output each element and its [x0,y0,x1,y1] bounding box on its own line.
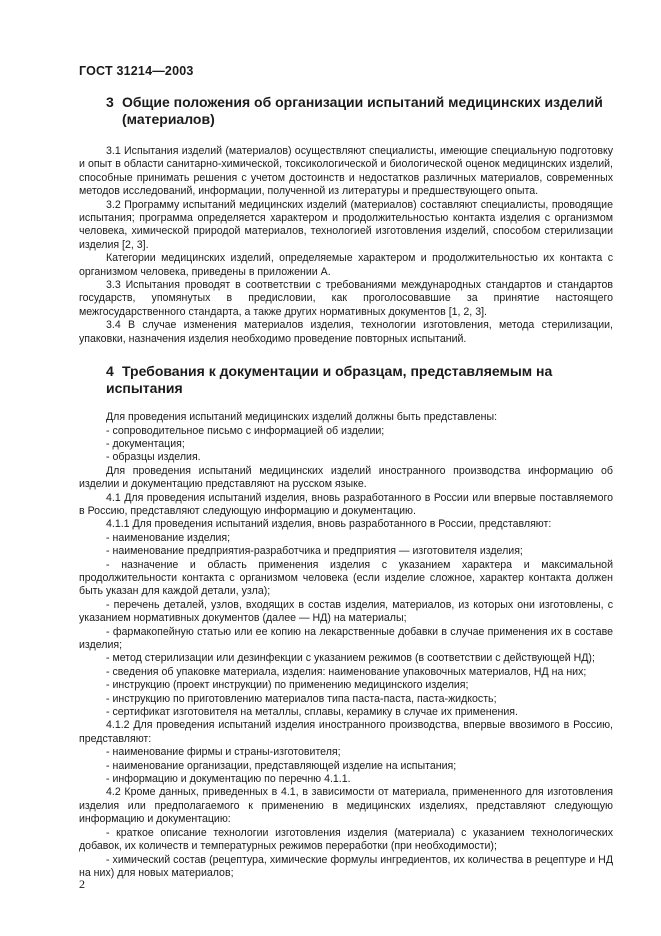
list-item: - информацию и документацию по перечню 4.1.1. [106,773,351,786]
section-4-title: Требования к документации и образцам, представляемым на испытания [106,363,553,397]
list-item: - перечень деталей, узлов, входящих в состав изделия, материалов, из которых они изготовлены, с указанием нормативных документов (далее — НД) на материалы; [79,598,613,625]
section-3-heading [79,94,613,128]
para-4-1-1: 4.1.1 Для проведения испытаний изделия, вновь разработанного в России, представляют: [106,518,552,531]
list-item: - наименование предприятия-разработчика и предприятия — изготовителя изделия; [106,545,523,558]
list-item: - наименование организации, представляющей изделие на испытания; [106,759,457,772]
page-number: 2 [79,877,85,891]
list-item: - инструкцию по приготовлению материалов типа паста-паста, паста-жидкость; [106,692,497,705]
section-3-title-line2: (материалов) [122,111,215,127]
para-3-4: 3.4 В случае изменения материалов изделия, технологии изготовления, метода стерилизации, упаковки, назначения изделия необходимо проведение повторных испытаний. [79,319,613,345]
section-3-title-line1: Общие положения об организации испытаний медицинских изделий [122,94,603,110]
list-item: - назначение и область применения изделия с указанием характера и максимальной продолжительности контакта с организмом человека (если изделие сложное, характер контакта должен быть указан для каждой детали, узла); [79,558,613,598]
list-item: - сведения об упаковке материала, изделия: наименование упаковочных материалов, НД на них; [106,665,587,678]
list-item: - инструкцию (проект инструкции) по применению медицинского изделия; [106,679,469,692]
list-item: - сертификат изготовителя на металлы, сплавы, керамику в случае их применения. [106,706,518,719]
section-4-number: 4 [106,363,114,380]
section-3-number: 3 [106,94,114,110]
para-4-1: 4.1 Для проведения испытаний изделия, вновь разработанного в России или впервые поставляемого в Россию, представляют следующую информацию и документацию. [79,491,613,517]
para-3-3: 3.3 Испытания проводят в соответствии с требованиями международных стандартов и стандартов государств, упомянутых в предисловии, как проголосовавшие за принятие настоящего межгосударственного стандарта, а также других нормативных документов [1, 2, 3]. [79,279,613,318]
para-4-foreign: Для проведения испытаний медицинских изделий иностранного производства информацию об изделии и документацию представляют на русском языке. [79,464,613,491]
list-item: - краткое описание технологии изготовления изделия (материала) с указанием технологических добавок, их количеств и температурных режимов переработки (при необходимости); [79,826,613,853]
list-item: - документация; [106,437,185,450]
list-item: - образцы изделия. [106,451,201,464]
list-item: - метод стерилизации или дезинфекции с указанием режимов (в соответствии с действующей НД); [106,652,595,665]
para-3-1: 3.1 Испытания изделий (материалов) осуществляют специалисты, имеющие специальную подготовку и опыт в области санитарно-химической, токсикологической и биологической оценок медицинских изделий, способные принимать решения с учетом достоинств и недостатков различных материалов, современных методов исследований, информации, полученной из литературы и предшествующего опыта. [79,145,613,198]
standard-header: ГОСТ 31214—2003 [79,64,194,78]
list-item: - фармакопейную статью или ее копию на лекарственные добавки в случае применения их в составе изделия; [79,625,613,651]
list-item: - наименование фирмы и страны-изготовителя; [106,746,341,759]
list-item: - сопроводительное письмо с информацией об изделии; [106,424,385,437]
section-4-heading [79,363,613,397]
page-content [79,94,613,880]
para-4-1-2: 4.1.2 Для проведения испытаний изделия иностранного производства, впервые ввозимого в Россию, представляют: [79,719,613,745]
para-4-intro: Для проведения испытаний медицинских изделий должны быть представлены: [106,411,498,424]
list-item: - химический состав (рецептура, химические формулы ингредиентов, их количества в рецептуре и НД на них) для новых материалов; [79,853,613,879]
list-item: - наименование изделия; [106,531,231,544]
para-4-2: 4.2 Кроме данных, приведенных в 4.1, в зависимости от материала, примененного для изготовления изделия или предполагаемого к применению в медицинских изделиях, представляют следующую информацию и документацию: [79,786,613,826]
para-3-2-categories: Категории медицинских изделий, определяемые характером и продолжительностью их контакта с организмом человека, приведены в приложении А. [79,252,613,278]
para-3-2: 3.2 Программу испытаний медицинских изделий (материалов) составляют специалисты, проводящие испытания; программа определяется характером и продолжительностью контакта изделия с организмом человека, химической природой материалов, технологией изготовления изделий, способом стерилизации изделия [2, 3]. [79,198,613,251]
